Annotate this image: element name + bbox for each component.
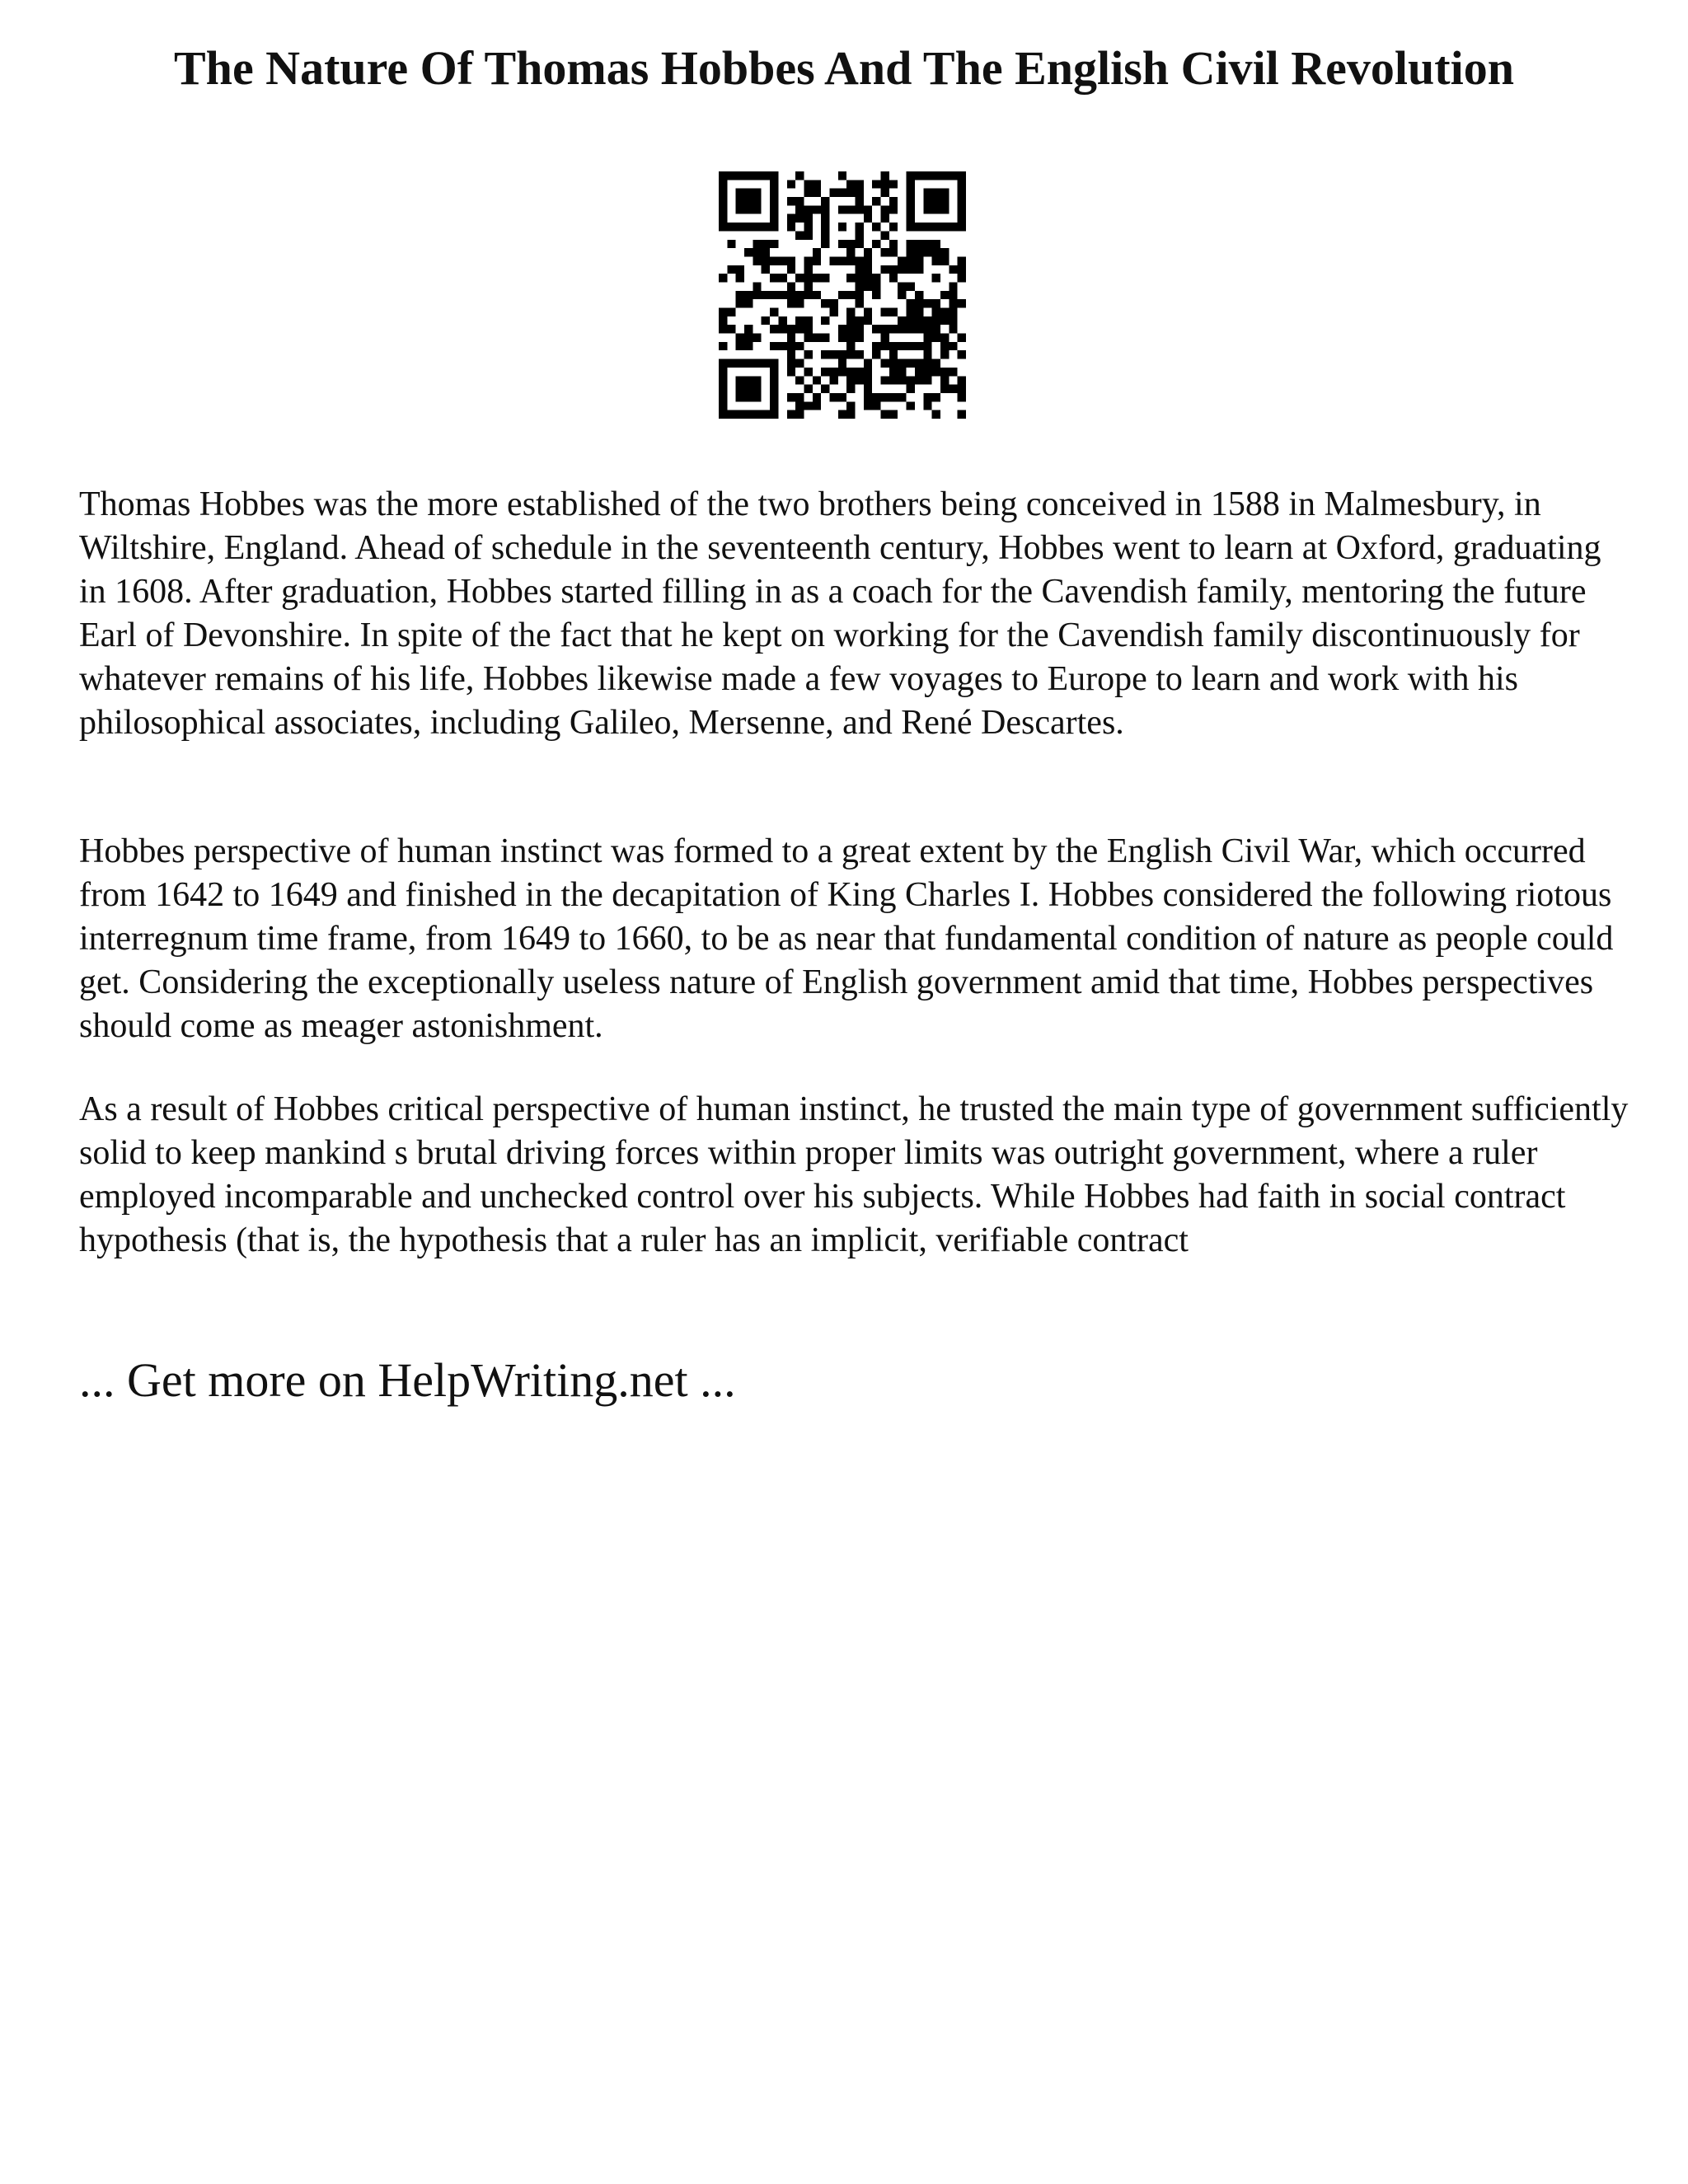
get-more-link[interactable]: ... Get more on HelpWriting.net ... [79,1353,736,1407]
qr-code-icon [719,171,966,419]
paragraph-2: Hobbes perspective of human instinct was formed to a great extent by the English Civil War, which occurred from 1642 to 1649 and finished in the decapitation of King Charles I. Hobbes considered the following riotous interregnum time frame, from 1649 to 1660, to be as near that fundamental condition of nature as people could get. Considering the exceptionally useless nature of English government amid that time, Hobbes perspectives should come as meager astonishment. [79,832,1614,1045]
paragraph-1: Thomas Hobbes was the more established of the two brothers being conceived in 1588 in Malmesbury, in Wiltshire, England. Ahead of schedule in the seventeenth century, Hobbes went to learn at Oxford, graduating in 1608. After graduation, Hobbes started filling in as a coach for the Cavendish family, mentoring the future Earl of Devonshire. In spite of the fact that he kept on working for the Cavendish family discontinuously for whatever remains of his life, Hobbes likewise made a few voyages to Europe to learn and work with his philosophical associates, including Galileo, Mersenne, and René Descartes. [79,485,1601,742]
page-title: The Nature Of Thomas Hobbes And The English Civil Revolution [174,41,1514,95]
paragraph-3: As a result of Hobbes critical perspective of human instinct, he trusted the main type of government sufficiently solid to keep mankind s brutal driving forces within proper limits was outright government, where a ruler employed incomparable and unchecked control over his subjects. While Hobbes had faith in social contract hypothesis (that is, the hypothesis that a ruler has an implicit, verifiable contract [79,1090,1629,1259]
